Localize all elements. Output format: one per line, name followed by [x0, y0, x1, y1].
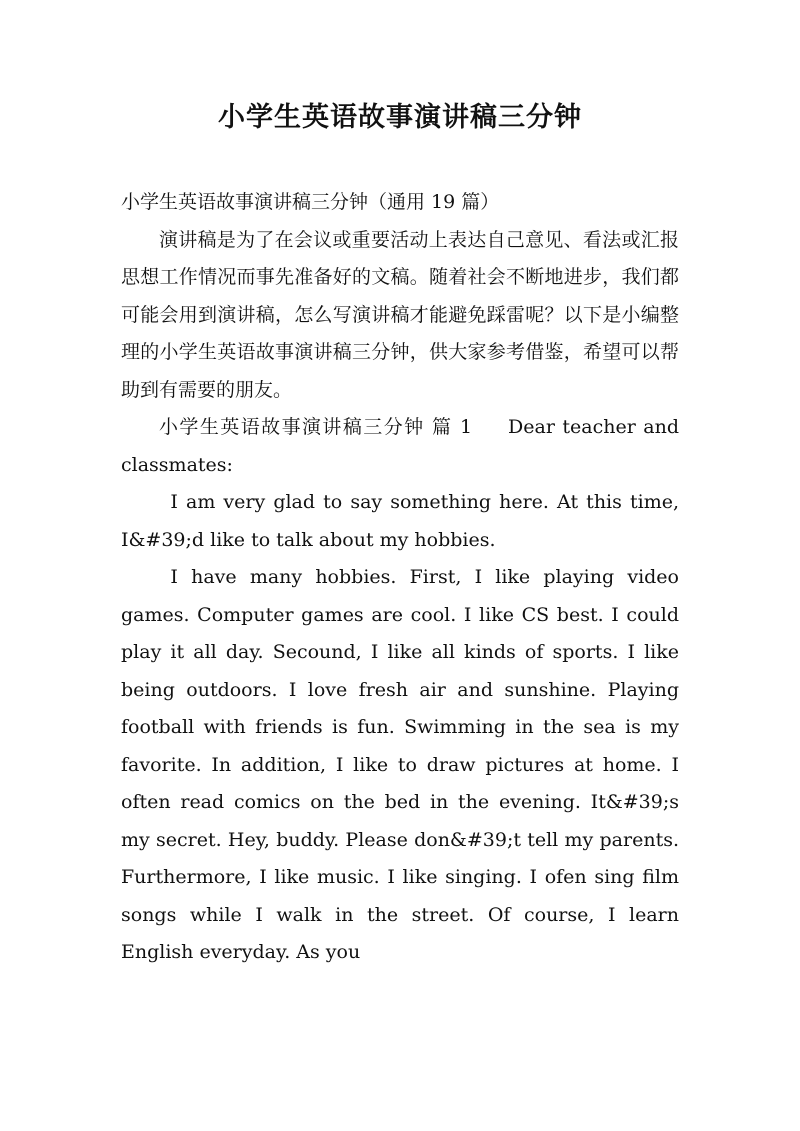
page-title: 小学生英语故事演讲稿三分钟	[218, 102, 582, 133]
document-body	[121, 184, 679, 972]
body-paragraph-2: I have many hobbies. First, I like playing video games. Computer games are cool. I like CS best. I could play it all day. Secound, I like all kinds of sports. I like being outdoors. I love fresh air and sunshine. Playing football with friends is fun. Swimming in the sea is my favorite. In addition, I like to draw pictures at home. I often read comics on the bed in the evening. It&#39;s my secret. Hey, buddy. Please don&#39;t tell my parents. Furthermore, I like music. I like singing. I ofen sing film songs while I walk in the street. Of course, I learn English everyday. As you	[121, 566, 679, 963]
subtitle-line: 小学生英语故事演讲稿三分钟（通用 19 篇）	[121, 191, 500, 213]
body-paragraph-1: I am very glad to say something here. At this time, I&#39;d like to talk about my hobbies.	[121, 491, 679, 551]
intro-paragraph: 演讲稿是为了在会议或重要活动上表达自己意见、看法或汇报思想工作情况而事先准备好的文稿。随着社会不断地进步，我们都可能会用到演讲稿，怎么写演讲稿才能避免踩雷呢？以下是小编整理的小学生英语故事演讲稿三分钟，供大家参考借鉴，希望可以帮助到有需要的朋友。	[121, 228, 679, 401]
section-heading: 小学生英语故事演讲稿三分钟 篇 1	[159, 416, 473, 438]
greeting: Dear teacher and classmates:	[121, 416, 679, 476]
section-heading-paragraph	[121, 409, 679, 484]
